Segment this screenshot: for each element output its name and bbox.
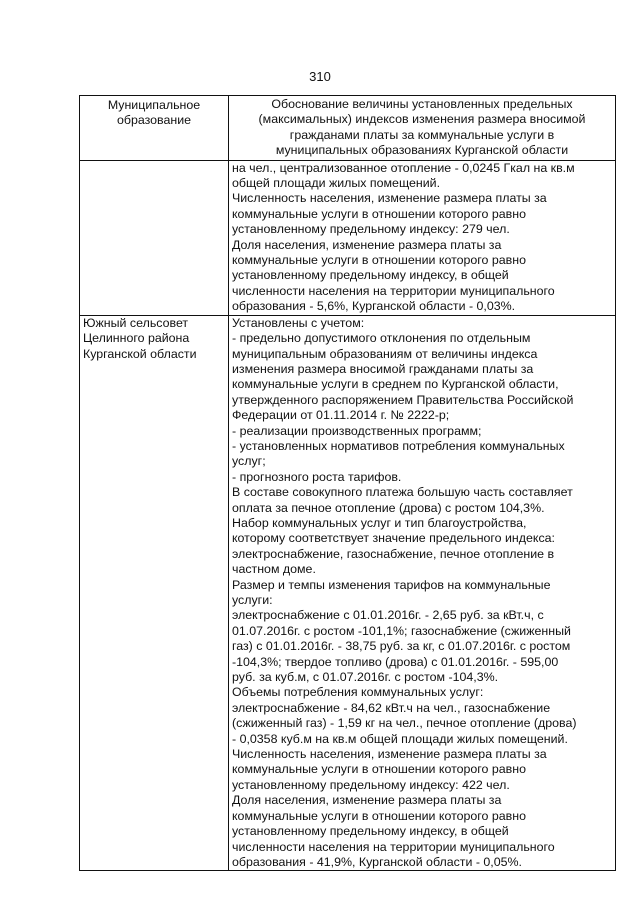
justification-line: - 0,0358 куб.м на кв.м общей площади жилых помещений. bbox=[232, 731, 568, 746]
table-body bbox=[80, 160, 616, 871]
justification-line: Размер и темпы изменения тарифов на коммунальные bbox=[232, 577, 551, 592]
justification-line: оплата за печное отопление (дрова) с ростом 104,3%. bbox=[232, 500, 545, 515]
municipality-line: Курганской области bbox=[83, 346, 197, 361]
justification-line: электроснабжение, газоснабжение, печное отопление в bbox=[232, 546, 555, 561]
justification-line: услуг; bbox=[232, 454, 266, 469]
justification-line: руб. за куб.м, с 01.07.2016г. с ростом -104,3%. bbox=[232, 670, 499, 685]
justification-line: Набор коммунальных услуг и тип благоустройства, bbox=[232, 515, 527, 530]
table-row bbox=[80, 160, 616, 315]
municipality-line: Южный сельсовет bbox=[83, 315, 189, 330]
table-header-row bbox=[80, 96, 616, 161]
header-justification bbox=[229, 96, 616, 161]
justification-line: которому соответствует значение предельного индекса: bbox=[232, 531, 555, 546]
justification-line: - предельно допустимого отклонения по отдельным bbox=[232, 331, 531, 346]
municipality-cell bbox=[80, 160, 229, 315]
justification-line: - прогнозного роста тарифов. bbox=[232, 469, 402, 484]
justification-line: на чел., централизованное отопление - 0,0245 Гкал на кв.м bbox=[232, 160, 575, 175]
justification-line: коммунальные услуги в отношении которого равно bbox=[232, 762, 526, 777]
page-number: 310 bbox=[309, 69, 331, 84]
header-line: образование bbox=[116, 113, 192, 128]
justification-line: общей площади жилых помещений. bbox=[232, 176, 441, 191]
justification-line: установленному предельному индексу, в общей bbox=[232, 268, 509, 283]
justification-line: коммунальные услуги в среднем по Курганской области, bbox=[232, 377, 559, 392]
header-line: гражданами платы за коммунальные услуги в bbox=[289, 127, 555, 142]
header-line: Обоснование величины установленных предельных bbox=[271, 97, 573, 111]
municipality-cell bbox=[80, 315, 229, 871]
justification-line: установленному предельному индексу, в общей bbox=[232, 824, 509, 839]
header-line: (максимальных) индексов изменения размера вносимой bbox=[258, 112, 586, 127]
justification-line: Численность населения, изменение размера платы за bbox=[232, 191, 547, 206]
justification-line: Численность населения, изменение размера платы за bbox=[232, 747, 547, 762]
justification-line: (сжиженный газ) - 1,59 кг на чел., печное отопление (дрова) bbox=[232, 716, 577, 731]
justification-line: - установленных нормативов потребления коммунальных bbox=[232, 438, 565, 453]
justification-line: газ) с 01.01.2016г. - 38,75 руб. за кг, с 01.07.2016г. с ростом bbox=[232, 639, 571, 654]
municipality-line: Целинного района bbox=[83, 331, 190, 346]
justification-line: коммунальные услуги в отношении которого равно bbox=[232, 253, 526, 268]
justification-cell bbox=[229, 160, 616, 315]
header-line: муниципальных образованиях Курганской области bbox=[275, 143, 569, 158]
indices-table bbox=[79, 95, 616, 871]
header-line: Муниципальное bbox=[107, 98, 201, 112]
justification-line: Доля населения, изменение размера платы за bbox=[232, 237, 502, 252]
justification-line: электроснабжение - 84,62 кВт.ч на чел., газоснабжение bbox=[232, 700, 551, 715]
justification-line: электроснабжение с 01.01.2016г. - 2,65 руб. за кВт.ч, с bbox=[232, 608, 544, 623]
justification-line: изменения размера вносимой гражданами платы за bbox=[232, 361, 534, 376]
justification-line: коммунальные услуги в отношении которого равно bbox=[232, 206, 526, 221]
justification-line: Федерации от 01.11.2014 г. № 2222-р; bbox=[232, 408, 450, 423]
justification-line: Доля населения, изменение размера платы за bbox=[232, 793, 502, 808]
justification-cell bbox=[229, 315, 616, 871]
justification-line: образования - 5,6%, Курганской области - 0,03%. bbox=[232, 299, 516, 314]
justification-line: численности населения на территории муниципального bbox=[232, 283, 555, 298]
justification-line: частном доме. bbox=[232, 562, 316, 577]
header-municipality bbox=[80, 96, 229, 161]
justification-line: образования - 41,9%, Курганской области - 0,05%. bbox=[232, 854, 522, 869]
justification-line: утвержденного распоряжением Правительства Российской bbox=[232, 392, 574, 407]
justification-line: -104,3%; твердое топливо (дрова) с 01.01.2016г. - 595,00 bbox=[232, 654, 559, 669]
justification-line: численности населения на территории муниципального bbox=[232, 839, 555, 854]
justification-line: услуги: bbox=[232, 593, 273, 607]
justification-line: установленному предельному индексу: 422 чел. bbox=[232, 777, 510, 792]
justification-line: установленному предельному индексу: 279 чел. bbox=[232, 222, 510, 237]
justification-line: В составе совокупного платежа большую часть составляет bbox=[232, 485, 573, 500]
table-row bbox=[80, 315, 616, 871]
justification-line: Установлены с учетом: bbox=[232, 315, 365, 330]
justification-line: коммунальные услуги в отношении которого равно bbox=[232, 808, 526, 823]
justification-line: - реализации производственных программ; bbox=[232, 423, 482, 438]
justification-line: Объемы потребления коммунальных услуг: bbox=[232, 685, 484, 700]
justification-line: 01.07.2016г. с ростом -101,1%; газоснабжение (сжиженный bbox=[232, 623, 571, 638]
justification-line: муниципальным образованиям от величины индекса bbox=[232, 346, 538, 361]
